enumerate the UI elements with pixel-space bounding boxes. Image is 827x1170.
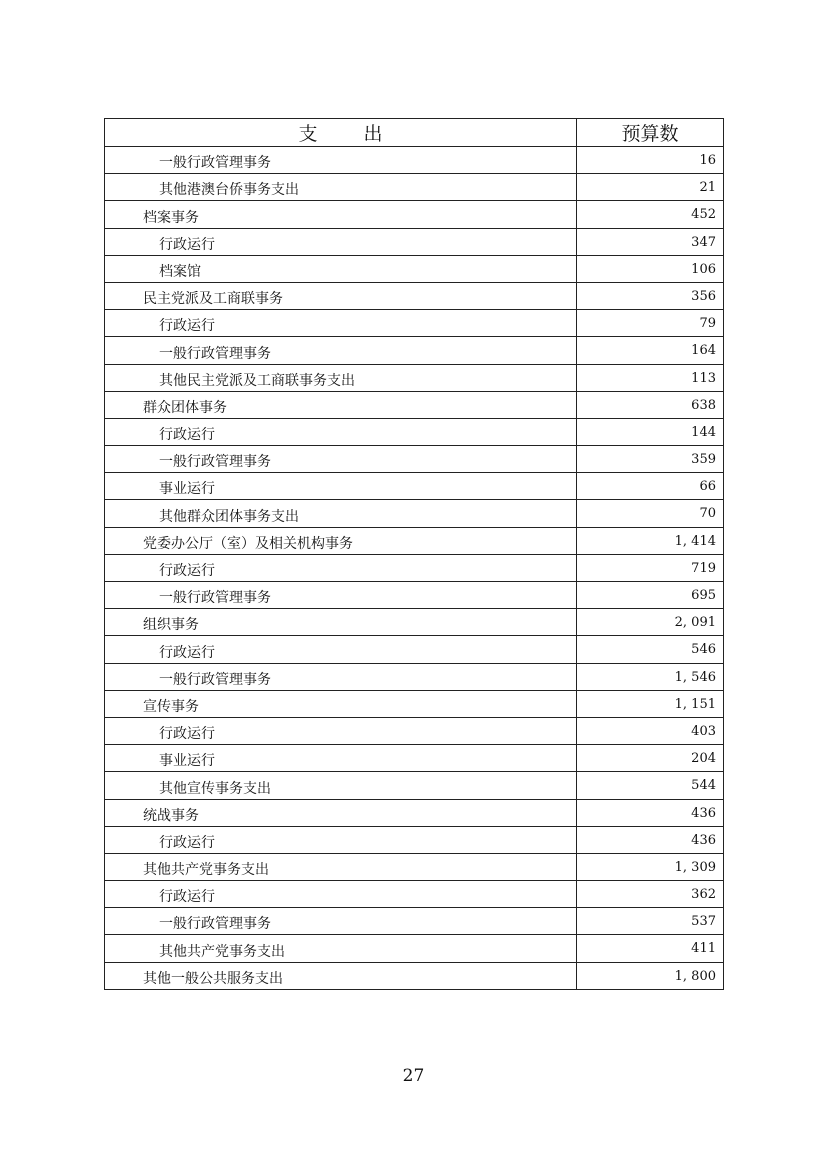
row-budget-value: 1, 546 xyxy=(577,663,724,690)
row-budget-value: 638 xyxy=(577,391,724,418)
table-row xyxy=(105,935,724,962)
row-budget-value: 2, 091 xyxy=(577,609,724,636)
row-budget-value: 695 xyxy=(577,582,724,609)
row-budget-value: 1, 414 xyxy=(577,527,724,554)
row-item-name: 其他民主党派及工商联事务支出 xyxy=(105,364,577,391)
row-item-name: 其他一般公共服务支出 xyxy=(105,962,577,989)
table-row xyxy=(105,663,724,690)
row-item-name: 行政运行 xyxy=(105,554,577,581)
table-row xyxy=(105,826,724,853)
row-budget-value: 356 xyxy=(577,282,724,309)
table-row xyxy=(105,582,724,609)
table-row xyxy=(105,527,724,554)
row-budget-value: 1, 800 xyxy=(577,962,724,989)
row-budget-value: 347 xyxy=(577,228,724,255)
row-item-name: 行政运行 xyxy=(105,310,577,337)
row-budget-value: 719 xyxy=(577,554,724,581)
row-item-name: 行政运行 xyxy=(105,228,577,255)
row-item-name: 档案事务 xyxy=(105,201,577,228)
table-row xyxy=(105,201,724,228)
row-budget-value: 66 xyxy=(577,473,724,500)
table-row xyxy=(105,554,724,581)
table-row xyxy=(105,147,724,174)
row-item-name: 一般行政管理事务 xyxy=(105,908,577,935)
row-budget-value: 106 xyxy=(577,255,724,282)
table-row xyxy=(105,962,724,989)
table-row xyxy=(105,391,724,418)
row-budget-value: 16 xyxy=(577,147,724,174)
table-row xyxy=(105,418,724,445)
table-row xyxy=(105,908,724,935)
header-expenditure xyxy=(105,119,577,147)
row-item-name: 行政运行 xyxy=(105,636,577,663)
row-item-name: 统战事务 xyxy=(105,799,577,826)
row-item-name: 民主党派及工商联事务 xyxy=(105,282,577,309)
row-item-name: 行政运行 xyxy=(105,881,577,908)
row-item-name: 档案馆 xyxy=(105,255,577,282)
header-budget-amount: 预算数 xyxy=(577,119,724,147)
row-budget-value: 546 xyxy=(577,636,724,663)
row-item-name: 其他港澳台侨事务支出 xyxy=(105,174,577,201)
row-item-name: 行政运行 xyxy=(105,418,577,445)
row-item-name: 党委办公厅（室）及相关机构事务 xyxy=(105,527,577,554)
row-budget-value: 1, 309 xyxy=(577,853,724,880)
row-budget-value: 411 xyxy=(577,935,724,962)
row-budget-value: 403 xyxy=(577,717,724,744)
table-row xyxy=(105,473,724,500)
table-row xyxy=(105,174,724,201)
table-row xyxy=(105,446,724,473)
row-item-name: 事业运行 xyxy=(105,745,577,772)
row-budget-value: 544 xyxy=(577,772,724,799)
table-row xyxy=(105,500,724,527)
row-budget-value: 70 xyxy=(577,500,724,527)
table-row xyxy=(105,690,724,717)
table-row xyxy=(105,282,724,309)
table-row xyxy=(105,881,724,908)
row-budget-value: 144 xyxy=(577,418,724,445)
row-budget-value: 452 xyxy=(577,201,724,228)
row-item-name: 一般行政管理事务 xyxy=(105,337,577,364)
row-budget-value: 537 xyxy=(577,908,724,935)
header-expenditure-label: 支出 xyxy=(298,123,429,145)
row-item-name: 一般行政管理事务 xyxy=(105,147,577,174)
table-row xyxy=(105,717,724,744)
row-item-name: 宣传事务 xyxy=(105,690,577,717)
row-budget-value: 21 xyxy=(577,174,724,201)
table-row xyxy=(105,799,724,826)
row-item-name: 其他群众团体事务支出 xyxy=(105,500,577,527)
row-item-name: 行政运行 xyxy=(105,826,577,853)
table-row xyxy=(105,745,724,772)
table-body xyxy=(105,147,724,990)
row-item-name: 其他共产党事务支出 xyxy=(105,935,577,962)
row-budget-value: 79 xyxy=(577,310,724,337)
row-item-name: 一般行政管理事务 xyxy=(105,663,577,690)
table-row xyxy=(105,364,724,391)
row-item-name: 一般行政管理事务 xyxy=(105,446,577,473)
row-budget-value: 204 xyxy=(577,745,724,772)
page-number: 27 xyxy=(402,1066,425,1086)
budget-table xyxy=(104,118,724,990)
table-row xyxy=(105,609,724,636)
table-row xyxy=(105,337,724,364)
row-budget-value: 362 xyxy=(577,881,724,908)
row-item-name: 行政运行 xyxy=(105,717,577,744)
row-item-name: 其他共产党事务支出 xyxy=(105,853,577,880)
table-row xyxy=(105,255,724,282)
row-item-name: 群众团体事务 xyxy=(105,391,577,418)
row-item-name: 其他宣传事务支出 xyxy=(105,772,577,799)
row-item-name: 一般行政管理事务 xyxy=(105,582,577,609)
table-row xyxy=(105,772,724,799)
table-header-row xyxy=(105,119,724,147)
row-item-name: 事业运行 xyxy=(105,473,577,500)
row-budget-value: 164 xyxy=(577,337,724,364)
row-budget-value: 359 xyxy=(577,446,724,473)
row-item-name: 组织事务 xyxy=(105,609,577,636)
table-row xyxy=(105,636,724,663)
row-budget-value: 436 xyxy=(577,826,724,853)
row-budget-value: 1, 151 xyxy=(577,690,724,717)
table-row xyxy=(105,228,724,255)
table-row xyxy=(105,853,724,880)
table-row xyxy=(105,310,724,337)
row-budget-value: 113 xyxy=(577,364,724,391)
row-budget-value: 436 xyxy=(577,799,724,826)
